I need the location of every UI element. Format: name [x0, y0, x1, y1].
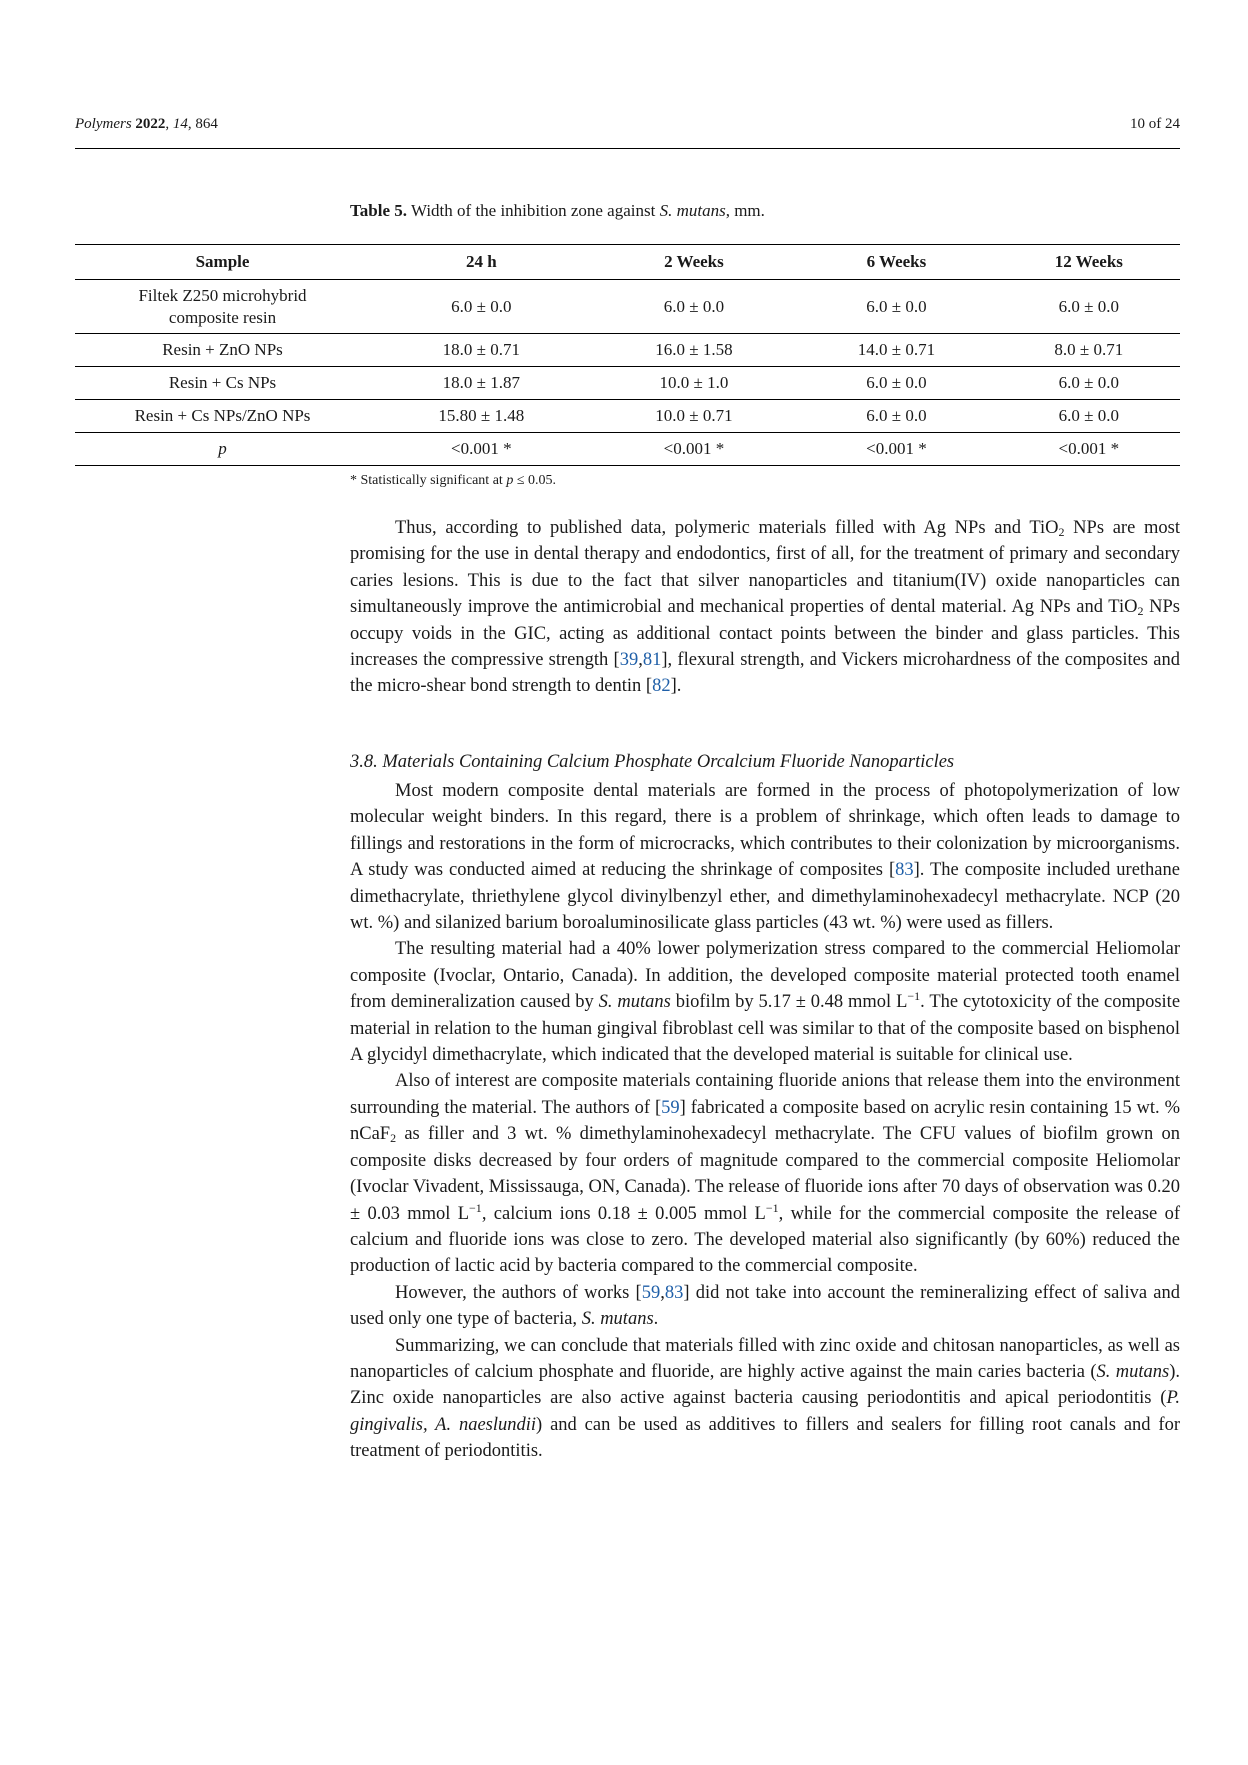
citation-link[interactable]: 82: [652, 676, 671, 697]
value-cell: 6.0 ± 0.0: [593, 280, 796, 334]
value-cell: 6.0 ± 0.0: [998, 400, 1180, 433]
value-cell: 15.80 ± 1.48: [370, 400, 593, 433]
text-run: ] fabricated a composite based on acrylic resin containing 15 wt. % nCaF: [350, 1097, 1180, 1145]
text-run: ]. The composite included urethane dimethacrylate, thriethylene glycol divinylbenzyl ether, and dimethylaminohexadecyl methacrylate. NCP (20 wt. %) and silanized barium boroaluminosilicate glass particles (43 wt. %) were used as fillers.: [350, 860, 1180, 934]
col-header-12w: 12 Weeks: [998, 245, 1180, 280]
text-run: Most modern composite dental materials are formed in the process of photopolymerization of low molecular weight binders. In this regard, there is a problem of shrinkage, which often leads to damage to fillings and restorations in the form of microcracks, which contributes to their colonization by microorganisms. A study was conducted aimed at reducing the shrinkage of composites [: [350, 781, 1180, 881]
value-cell: 18.0 ± 1.87: [370, 367, 593, 400]
value-cell: 14.0 ± 0.71: [795, 334, 998, 367]
text-run: ] did not take into account the remineralizing effect of saliva and used only one type of bacteria,: [350, 1282, 1180, 1330]
sample-cell: Resin + Cs NPs: [75, 367, 370, 400]
value-cell: 10.0 ± 0.71: [593, 400, 796, 433]
text-run: The resulting material had a 40% lower polymerization stress compared to the commercial Heliomolar composite (Ivoclar, Ontario, Canada). In addition, the developed composite material protected tooth enamel from demineralization caused by: [350, 939, 1180, 1013]
subscript: 2: [390, 1131, 397, 1146]
page-header: [75, 116, 1180, 149]
value-cell: 6.0 ± 0.0: [795, 367, 998, 400]
sample-cell: [75, 280, 370, 334]
sample-cell: Resin + Cs NPs/ZnO NPs: [75, 400, 370, 433]
text-run: NPs occupy voids in the GIC, acting as additional contact points between the binder and glass particles. This increases the compressive strength [: [350, 597, 1180, 671]
article-number: 864: [195, 116, 218, 132]
sample-cell: [75, 433, 370, 466]
paragraph: [350, 1068, 1180, 1279]
sample-line: composite resin: [168, 307, 277, 327]
value-cell: 16.0 ± 1.58: [593, 334, 796, 367]
species-name: S. mutans: [581, 1309, 654, 1330]
citation-link[interactable]: 59: [661, 1097, 680, 1118]
species-name: S. mutans: [598, 992, 671, 1013]
text-run: as filler and 3 wt. % dimethylaminohexadecyl methacrylate. The CFU values of biofilm grown on composite disks decreased by four orders of magnitude compared to the commercial composite Heliomolar (Ivoclar Vivadent, Mississauga, ON, Canada). The release of fluoride ions after 70 days of observation was 0.20 ± 0.03 mmol L: [350, 1124, 1180, 1224]
col-header-24h: 24 h: [370, 245, 593, 280]
inhibition-zone-table: [75, 244, 1180, 466]
body-text-block-2: [350, 778, 1180, 1465]
text-run: Also of interest are composite materials containing fluoride anions that release them into the environment surrounding the material. The authors of [: [350, 1071, 1180, 1118]
citation-link[interactable]: 81: [642, 650, 662, 671]
text-run: ,: [660, 1282, 665, 1303]
col-header-6w: 6 Weeks: [795, 245, 998, 280]
table-row: [75, 400, 1180, 433]
value-cell: <0.001 *: [795, 433, 998, 466]
text-run: ,: [638, 650, 643, 671]
body-text-block-1: [350, 515, 1180, 700]
value-cell: <0.001 *: [593, 433, 796, 466]
paragraph: [350, 1280, 1180, 1333]
species-name: P. gingivalis, A. naeslundii: [350, 1388, 1180, 1435]
superscript: −1: [765, 1200, 779, 1215]
p-symbol: p: [218, 439, 227, 458]
table-label: Table 5.: [350, 201, 408, 220]
text-run: , calcium ions 0.18 ± 0.005 mmol L: [481, 1203, 766, 1224]
journal-name: Polymers: [75, 116, 132, 132]
sample-line: Filtek Z250 microhybrid: [138, 285, 307, 305]
value-cell: 8.0 ± 0.71: [998, 334, 1180, 367]
value-cell: 18.0 ± 0.71: [370, 334, 593, 367]
table-footnote: [350, 473, 556, 489]
paragraph: [350, 1333, 1180, 1465]
caption-species: S. mutans: [659, 201, 726, 220]
sample-cell: Resin + ZnO NPs: [75, 334, 370, 367]
text-run: ). Zinc oxide nanoparticles are also active against bacteria causing periodontitis and apical periodontitis (: [350, 1361, 1180, 1409]
citation-link[interactable]: 83: [664, 1282, 684, 1303]
text-run: NPs are most promising for the use in dental therapy and endodontics, first of all, for the treatment of primary and secondary caries lesions. This is due to the fact that silver nanoparticles and titanium(IV) oxide nanoparticles can simultaneously improve the antimicrobial and mechanical properties of dental material. Ag NPs and TiO: [350, 518, 1180, 618]
journal-citation: Polymers 2022, 14, 864: [75, 116, 218, 132]
paragraph: [350, 936, 1180, 1068]
section-heading: 3.8. Materials Containing Calcium Phosphate Orcalcium Fluoride Nanoparticles: [350, 752, 955, 772]
text-run: . The cytotoxicity of the composite material in relation to the human gingival fibroblast cell was similar to that of the composite based on bisphenol A glycidyl dimethacrylate, which indicated that the developed material is suitable for clinical use.: [350, 992, 1181, 1066]
superscript: −1: [907, 989, 921, 1004]
value-cell: 6.0 ± 0.0: [795, 280, 998, 334]
footnote-threshold: ≤ 0.05.: [516, 473, 556, 488]
page-number: 10 of 24: [1130, 116, 1180, 132]
citation-link[interactable]: 83: [895, 860, 914, 881]
subscript: 2: [1137, 604, 1144, 619]
text-run: ], flexural strength, and Vickers microhardness of the composites and the micro-shear bond strength to dentin [: [350, 650, 1180, 697]
table-row: [75, 367, 1180, 400]
value-cell: <0.001 *: [998, 433, 1180, 466]
value-cell: <0.001 *: [370, 433, 593, 466]
subscript: 2: [1058, 525, 1065, 539]
table-row: [75, 280, 1180, 334]
text-run: ].: [670, 676, 682, 697]
superscript: −1: [469, 1200, 482, 1215]
text-run: , while for the commercial composite the release of calcium and fluoride ions was close to zero. The developed material also significantly (by 60%) reduced the production of lactic acid by bacteria compared to the commercial composite.: [350, 1203, 1180, 1277]
col-header-sample: Sample: [75, 245, 370, 280]
caption-text: Width of the inhibition zone against: [410, 201, 656, 220]
value-cell: 6.0 ± 0.0: [795, 400, 998, 433]
citation-link[interactable]: 59: [641, 1282, 661, 1303]
journal-volume: 14: [172, 116, 188, 132]
value-cell: 6.0 ± 0.0: [998, 367, 1180, 400]
text-run: .: [653, 1309, 659, 1330]
text-run: ) and can be used as additives to fillers and sealers for filling root canals and for treatment of periodontitis.: [350, 1414, 1180, 1462]
caption-unit: , mm.: [725, 201, 765, 220]
paragraph: [350, 778, 1180, 936]
p-value-row: [75, 433, 1180, 466]
text-run: Summarizing, we can conclude that materials filled with zinc oxide and chitosan nanoparticles, as well as nanoparticles of calcium phosphate and fluoride, are highly active against the main caries bacteria (: [350, 1335, 1180, 1382]
value-cell: 6.0 ± 0.0: [370, 280, 593, 334]
table-caption: [350, 201, 765, 221]
journal-year: 2022: [135, 116, 166, 132]
footnote-p: p: [506, 473, 514, 488]
paragraph: [350, 515, 1180, 700]
table-row: [75, 334, 1180, 367]
footnote-text: * Statistically significant at: [350, 473, 503, 488]
text-run: Thus, according to published data, polymeric materials filled with Ag NPs and TiO: [395, 518, 1059, 538]
text-run: biofilm by 5.17 ± 0.48 mmol L: [675, 992, 908, 1013]
text-run: However, the authors of works [: [395, 1282, 642, 1303]
value-cell: 10.0 ± 1.0: [593, 367, 796, 400]
species-name: S. mutans: [1096, 1361, 1170, 1382]
table-header-row: [75, 245, 1180, 280]
value-cell: 6.0 ± 0.0: [998, 280, 1180, 334]
citation-link[interactable]: 39: [619, 650, 639, 671]
col-header-2w: 2 Weeks: [593, 245, 796, 280]
